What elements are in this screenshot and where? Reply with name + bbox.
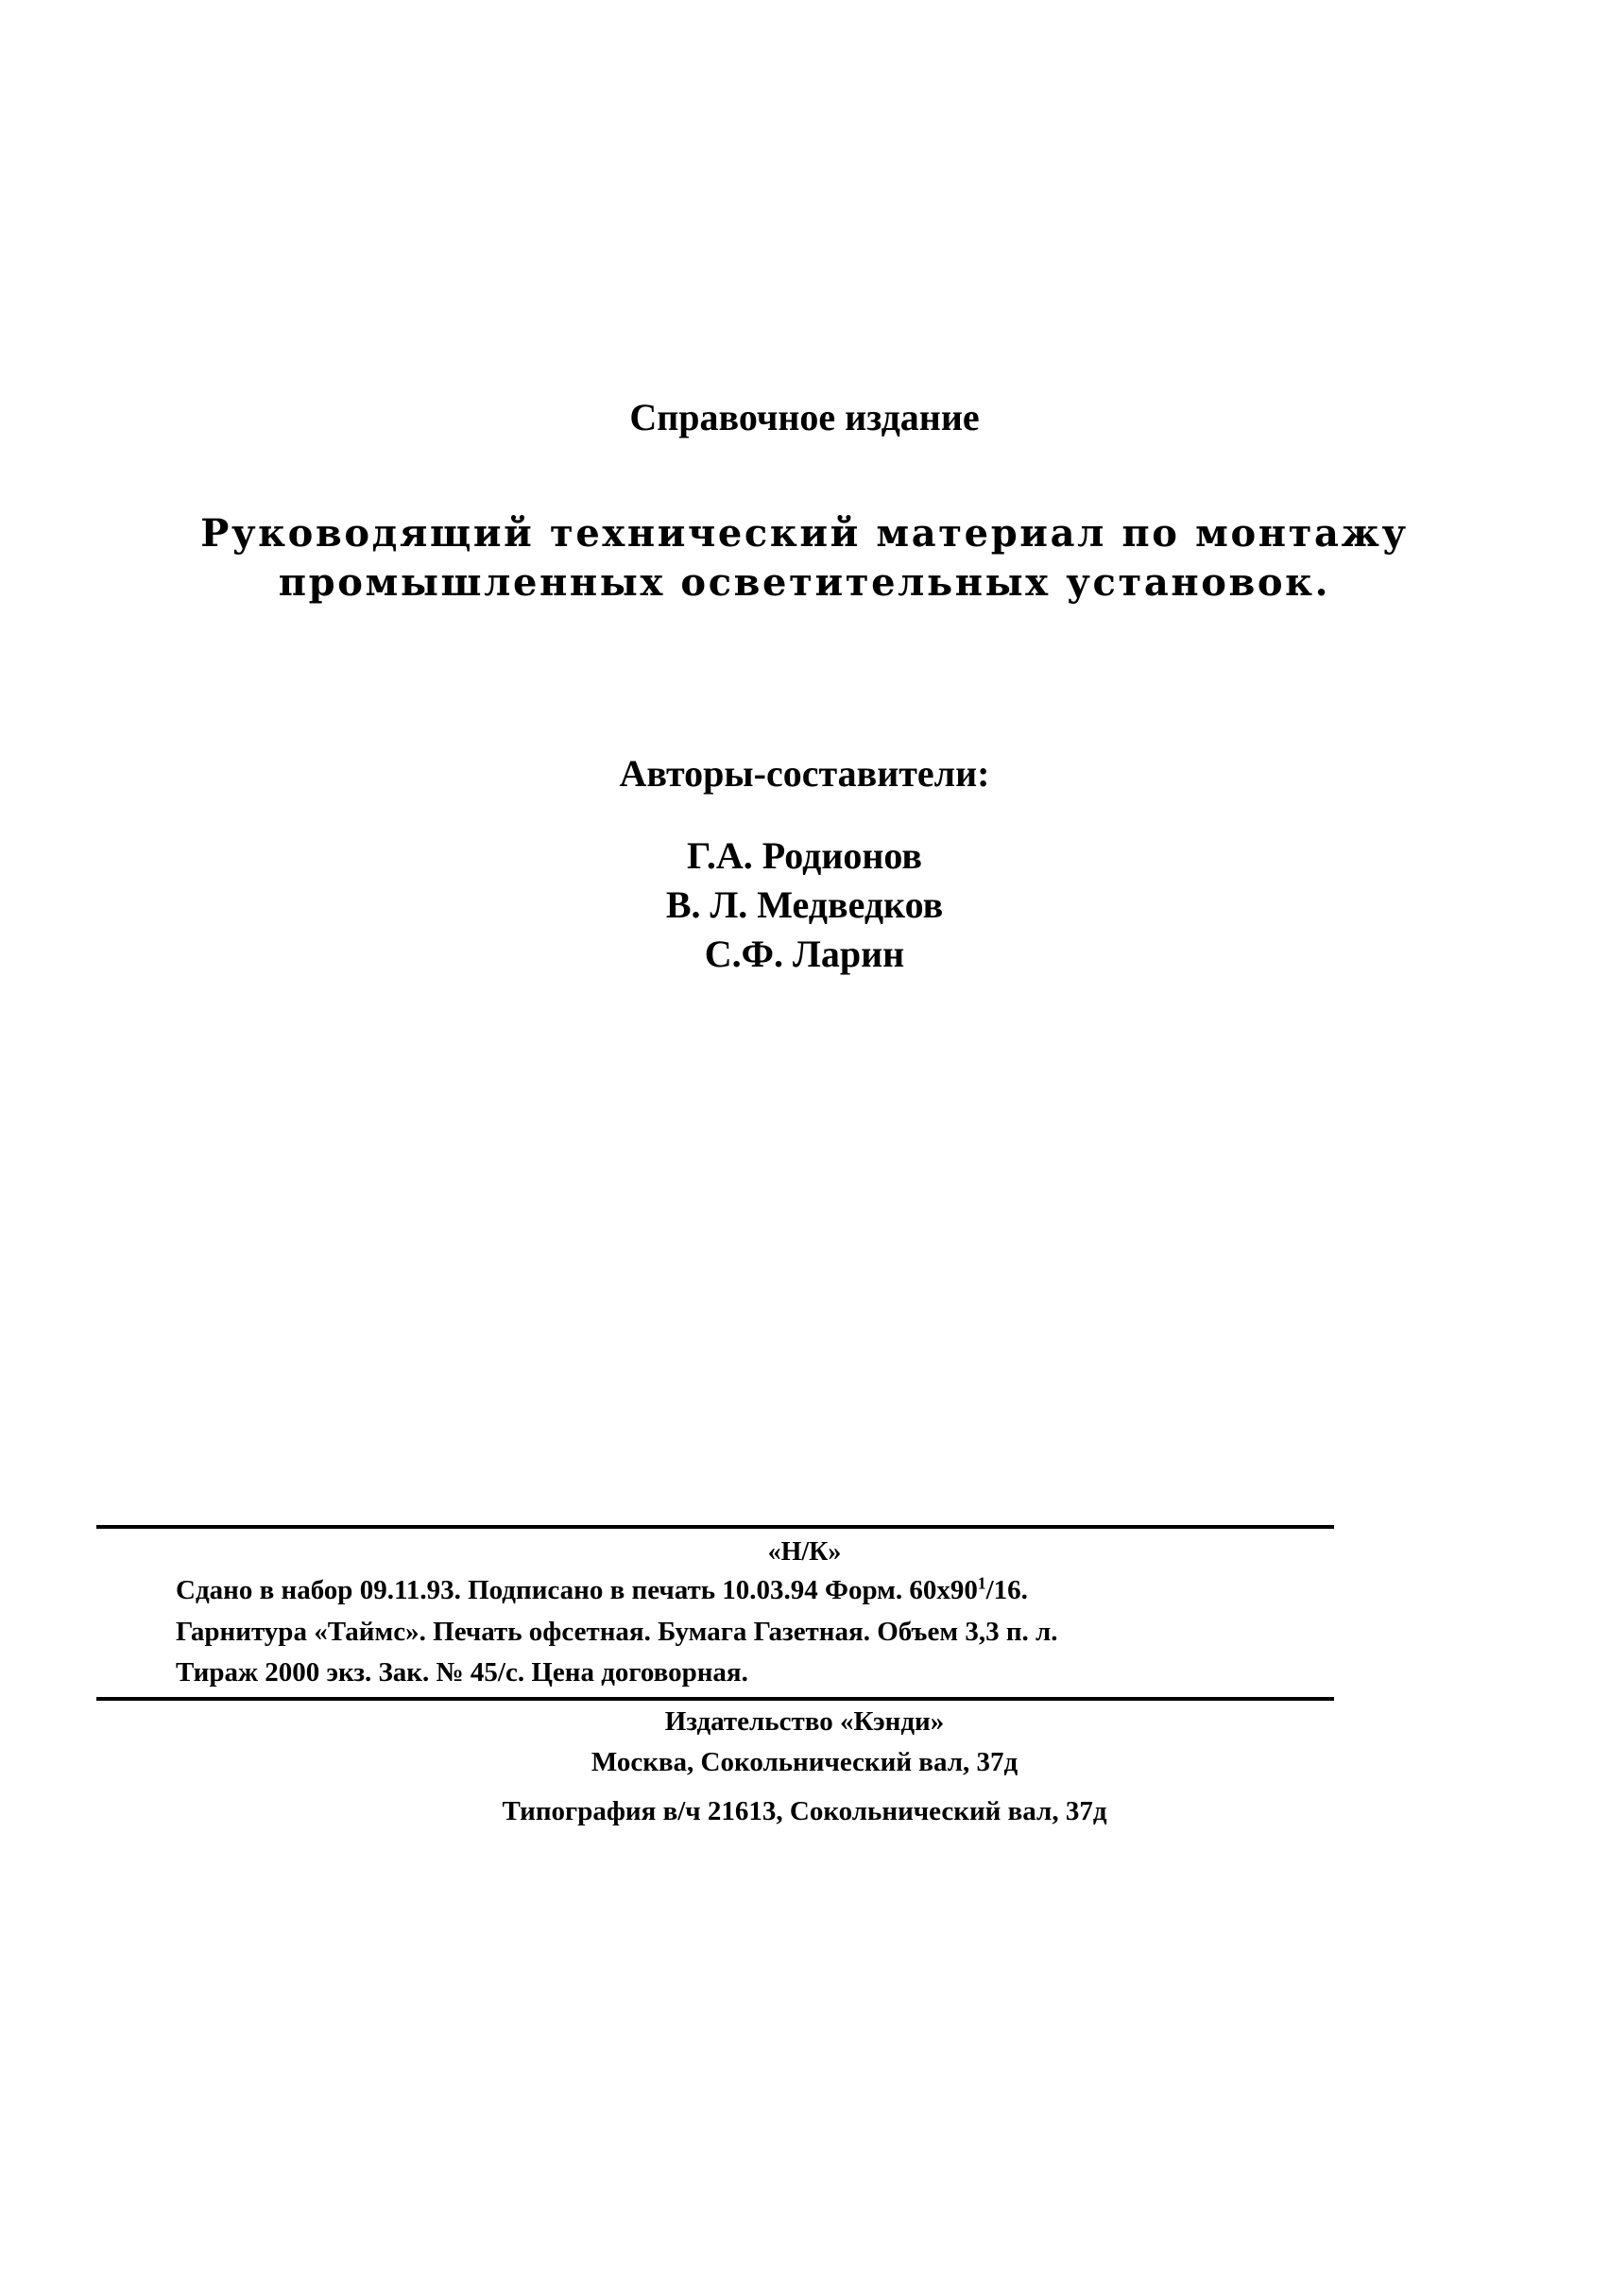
author-name: С.Ф. Ларин <box>704 933 905 975</box>
author-name: В. Л. Медведков <box>665 883 944 926</box>
imprint-top-divider <box>96 1525 1334 1529</box>
printer-info: Типография в/ч 21613, Сокольнический вал, 37д <box>502 1796 1107 1826</box>
imprint-line-print-run: Тираж 2000 экз. Зак. № 45/с. Цена договорная. <box>176 1657 748 1688</box>
publisher-name: Издательство «Кэнди» <box>664 1706 945 1737</box>
format-fraction: /16. <box>985 1575 1028 1605</box>
publisher-address: Москва, Сокольнический вал, 37д <box>591 1747 1018 1777</box>
imprint-line-typeface: Гарнитура «Таймс». Печать офсетная. Бумага Газетная. Объем 3,3 п. л. <box>176 1617 1058 1647</box>
imprint-dates-text: Сдано в набор 09.11.93. Подписано в печать 10.03.94 Форм. 60х90 <box>176 1575 978 1605</box>
book-title-line-2: промышленных осветительных установок. <box>278 560 1331 605</box>
imprint-mark: «Н/К» <box>767 1537 842 1567</box>
imprint-bottom-divider <box>96 1697 1334 1701</box>
edition-type: Справочное издание <box>629 396 980 438</box>
authors-label: Авторы-составители: <box>619 752 990 795</box>
imprint-line-print-dates <box>176 1575 1028 1606</box>
book-title-line-1: Руководящий технический материал по монтажу <box>200 511 1409 556</box>
format-superscript: 1 <box>977 1573 986 1593</box>
author-name: Г.А. Родионов <box>686 834 923 877</box>
